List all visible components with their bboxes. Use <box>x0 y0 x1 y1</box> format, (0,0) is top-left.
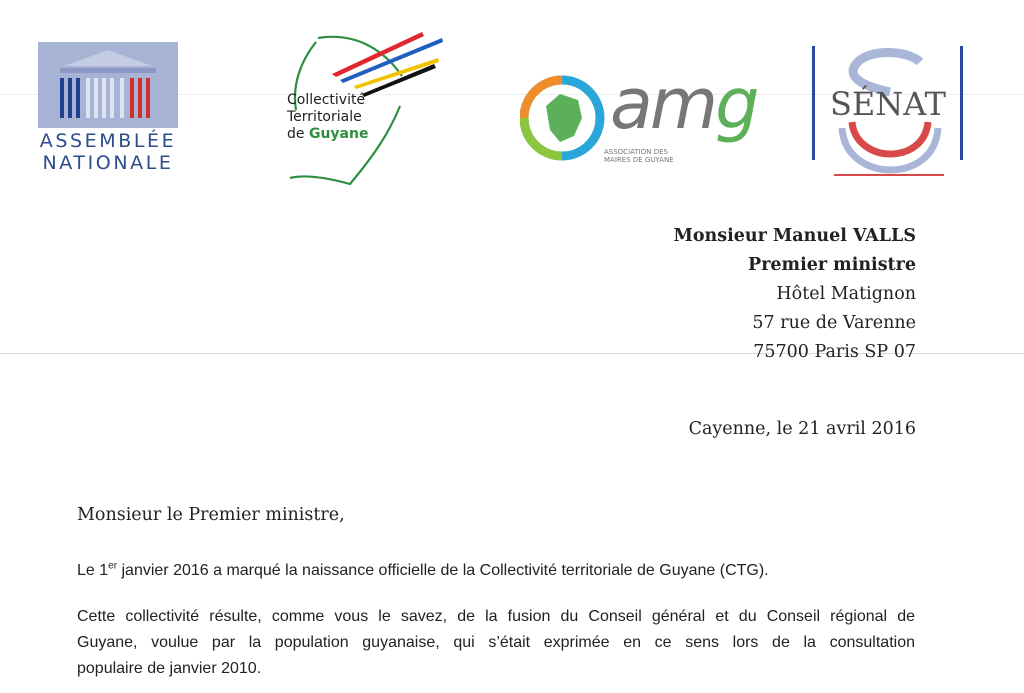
salutation: Monsieur le Premier ministre, <box>77 505 345 525</box>
assemblee-column <box>86 78 90 118</box>
p2-line-1: Cette collectivité résulte, comme vous le savez, de la fusion du Conseil général et du Conseil régional de <box>77 608 915 625</box>
amg-emblem <box>520 68 612 180</box>
assemblee-line2: NATIONALE <box>42 152 174 174</box>
assemblee-beam <box>60 68 156 73</box>
amg-sub-line2: MAIRES DE GUYANE <box>604 156 674 164</box>
p2-line-2: Guyane, voulue par la population guyanaise, qui s’était exprimée en ce sens lors de la consultation <box>77 634 915 651</box>
assemblee-column <box>130 78 134 118</box>
senat-logo <box>812 44 964 180</box>
assemblee-column <box>94 78 98 118</box>
p1-text-end: janvier 2016 a marqué la naissance officielle de la Collectivité territoriale de Guyane (CTG). <box>117 562 769 579</box>
recipient-address-2: 57 rue de Varenne <box>752 313 916 333</box>
assemblee-pediment <box>64 50 152 66</box>
assemblee-nationale-logo <box>36 40 180 180</box>
ctg-logo <box>282 28 452 193</box>
senat-wordmark: SÉNAT <box>830 85 946 123</box>
p2-line-3: populaire de janvier 2010. <box>77 660 262 677</box>
ctg-line3-bold: Guyane <box>308 126 369 142</box>
assemblee-column <box>68 78 72 118</box>
amg-logo <box>520 63 757 180</box>
ctg-line2: Territoriale <box>287 109 362 125</box>
recipient-name: Monsieur Manuel VALLS <box>673 226 916 246</box>
p1-text-start: Le 1 <box>77 562 109 579</box>
paragraph-1 <box>77 558 915 584</box>
recipient-title: Premier ministre <box>748 255 916 275</box>
assemblee-emblem <box>38 42 178 128</box>
assemblee-column <box>60 78 64 118</box>
assemblee-column <box>138 78 142 118</box>
assemblee-column <box>76 78 80 118</box>
ctg-line3 <box>287 126 368 142</box>
recipient-address-1: Hôtel Matignon <box>776 284 916 304</box>
assemblee-column <box>146 78 150 118</box>
amg-wordmark <box>610 64 757 144</box>
assemblee-line1: ASSEMBLÉE <box>39 130 177 152</box>
assemblee-column <box>102 78 106 118</box>
paragraph-2 <box>77 604 915 682</box>
amg-sub-line1: ASSOCIATION DES <box>604 148 668 156</box>
senat-underline <box>834 174 944 176</box>
amg-word-a: am <box>610 63 716 145</box>
amg-subtitle <box>604 148 674 164</box>
ctg-line3-prefix: de <box>287 126 309 142</box>
assemblee-column <box>120 78 124 118</box>
p1-superscript: er <box>108 560 118 572</box>
recipient-address-3: 75700 Paris SP 07 <box>753 342 916 362</box>
assemblee-column <box>110 78 114 118</box>
letter-date: Cayenne, le 21 avril 2016 <box>688 419 916 439</box>
amg-word-g: g <box>715 63 757 145</box>
ctg-line1: Collectivité <box>287 92 366 108</box>
